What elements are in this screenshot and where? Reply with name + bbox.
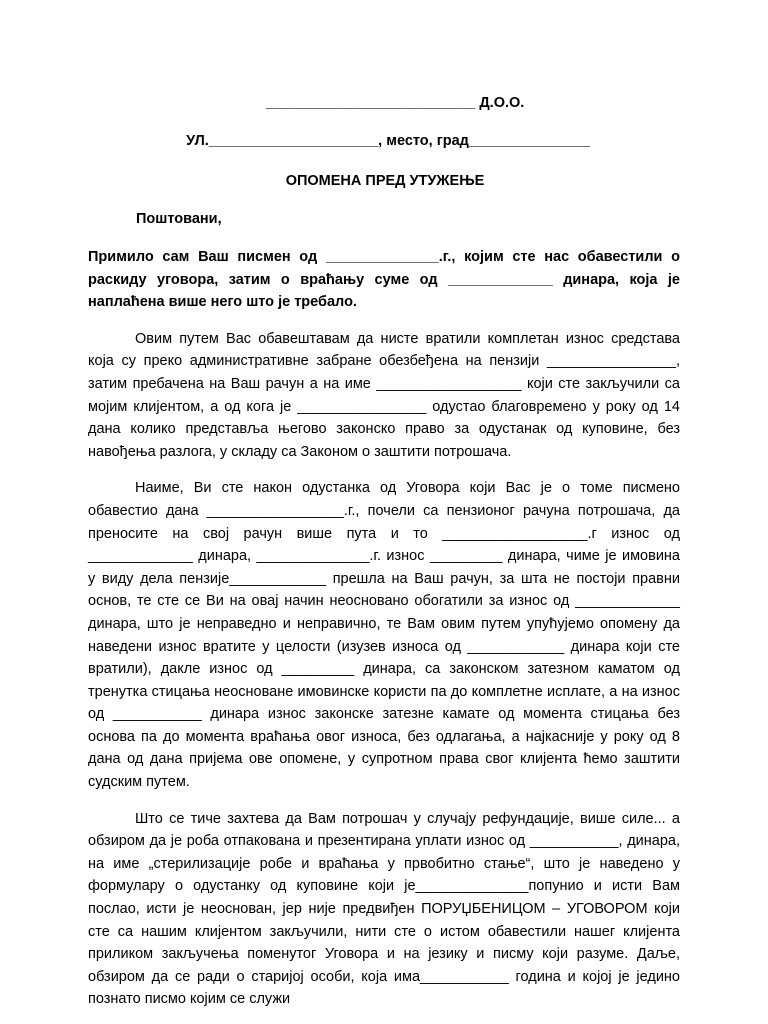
company-name-line: __________________________ Д.О.О. <box>265 95 525 111</box>
paragraph-intro: Примило сам Ваш писмен од ______________.г., којим сте нас обавестили о раскиду уговора, затим о враћању суме од _____________ динара, која је наплаћена више него што је требало. <box>88 249 680 311</box>
paragraph-claim: Наиме, Ви сте након одустанка од Уговора који Вас је о томе писмено обавестио дана _________________.г., почели са пензионог рачуна потрошача, да преносите на свој рачун више пута и то __________________.г износ од _____________ динара, ______________.г. износ _________ динара, чиме је имовина у виду дела пензије____________ прешла на Ваш рачун, за шта не постоји правни основ, те сте се Ви на овај начин неосновано обогатили за износ од _____________ динара, што је неправедно и неправично, те Вам овим путем упућујемо опомену да наведени износ вратите у целости (изузев износа од ____________ динара који сте вратили), дакле износ од _________ динара, са законском затезном каматом од тренутка стицања неосноване имовинске користи па до комплетне исплате, а на износ од ___________ динара износ законске затезне камате од момента стицања без основа па до момента враћања овог износа, без одлагања, а најкасније у року од 8 дана од дана пријема ове опомене, у супротном права свог клијента ћемо заштити судским путем. <box>88 480 680 791</box>
paragraph-notice: Овим путем Вас обавештавам да нисте вратили комплетан износ средстава која су преко административне забране обезбеђена на пензији ________________, затим пребачена на Ваш рачун а на име __________________ који сте закључили са мојим клијентом, а од кога је ________________ одустао благовремено у року од 14 дана колико представља његово законско право за одустанак од куповине, без навођења разлога, у складу са Законом о заштити потрошача. <box>88 330 680 460</box>
document-body <box>88 246 680 1011</box>
document-title: ОПОМЕНА ПРЕД УТУЖЕЊЕ <box>285 173 485 189</box>
paragraph-refund: Што се тиче захтева да Вам потрошач у случају рефундације, више силе... а обзиром да је роба отпакована и презентирана уплати износ од ___________, динара, на име „стерилизације робе и враћања у првобитно стање“, што је наведено у формулару о одустанку од куповине који је______________попунио и исти Вам послао, исти је неоснован, јер није предвиђен ПОРУЏБЕНИЦОМ – УГОВОРОМ који сте са нашим клијентом закључили, нити сте о истом обавестили нашег клијента приликом закључења поменутог Уговора и на језику и писму који разуме. Даље, обзиром да се ради о старијој особи, која има___________ година и којој је једино познато писмо којим се служи <box>88 810 680 1008</box>
salutation: Поштовани, <box>136 211 222 227</box>
address-line: УЛ._____________________, место, град_______________ <box>186 133 590 149</box>
